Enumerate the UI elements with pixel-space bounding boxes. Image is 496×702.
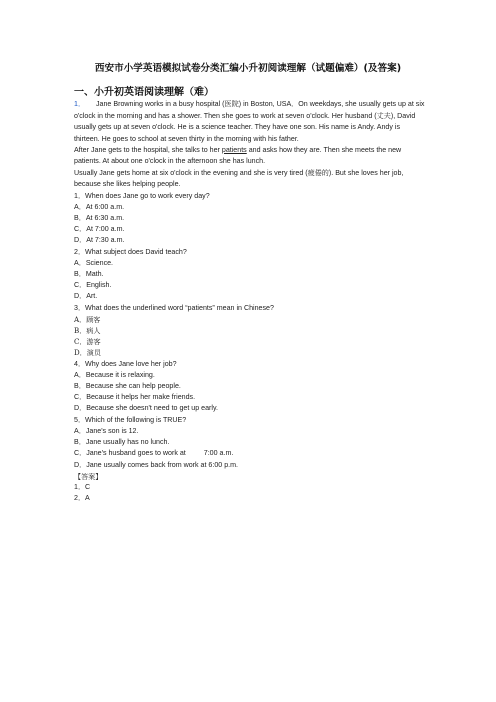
question-3: 3．What does the underlined word “patients” mean in Chinese? [74, 303, 274, 312]
question-5: 5．Which of the following is TRUE? [74, 415, 187, 424]
answer-item: 1．C [74, 482, 91, 491]
question-1: 1．When does Jane go to work every day? [74, 191, 210, 200]
option: A．Because it is relaxing. [74, 370, 155, 379]
option: D．Art. [74, 292, 98, 301]
document-title: 西安市小学英语模拟试卷分类汇编小升初阅读理解（试题偏难）(及答案) [94, 63, 402, 74]
option: C．Because it helps her make friends. [74, 393, 196, 402]
section-heading: 一、小升初英语阅读理解（难） [74, 87, 214, 98]
option: B．Jane usually has no lunch. [74, 438, 170, 447]
option: B．Because she can help people. [74, 382, 181, 391]
passage-text: ) in Boston, USA．On weekdays, she usually gets up at six o'clock in the morning and has a shower. Then she goes to work at seven o'clock. Her husband ( [74, 100, 425, 121]
passage-paragraph-3 [74, 167, 426, 190]
option: C．游客 [74, 337, 101, 347]
passage-text: ), David usually gets up at seven o'clock. He is a science teacher. They have one son. His name is Andy. Andy is thirteen. He goes to school at seven thirty in the morning with his father. [74, 112, 416, 143]
answer-item: 2．A [74, 494, 90, 503]
option: B．At 6:30 a.m. [74, 214, 125, 223]
option: C．At 7:00 a.m. [74, 225, 125, 234]
option: D．Because she doesn't need to get up early. [74, 404, 218, 413]
passage-paragraph-2 [74, 145, 426, 167]
option [74, 448, 426, 459]
passage-text: After Jane gets to the hospital, she talks to her [74, 145, 222, 154]
question-2: 2．What subject does David teach? [74, 247, 187, 256]
option: A．Science. [74, 258, 114, 267]
document-body [74, 98, 426, 504]
option: D．Jane usually comes back from work at 6:00 p.m. [74, 460, 239, 469]
option-text: 7:00 a.m. [203, 449, 234, 458]
question-number: 1． [74, 100, 86, 108]
option-text: C．Jane's husband goes to work at [74, 449, 186, 458]
option: C．English. [74, 281, 112, 290]
option: B．病人 [74, 326, 101, 336]
option: D．At 7:30 a.m. [74, 236, 125, 245]
chinese-gloss: 丈夫 [376, 111, 391, 121]
passage-text: Usually Jane gets home at six o'clock in the evening and she is very tired ( [74, 169, 308, 178]
passage-text: ). But she loves her job, because she likes helping people. [74, 169, 404, 189]
passage-text: and asks how they are. Then she meets the new patients. At about one o'clock in the afternoon she has lunch. [74, 145, 402, 166]
option: B．Math. [74, 270, 104, 279]
passage-paragraph-1 [74, 98, 426, 145]
passage-text: Jane Browning works in a busy hospital ( [96, 100, 225, 108]
option: D．演员 [74, 348, 101, 358]
answer-label: 【答案】 [74, 471, 103, 481]
option: A．顾客 [74, 314, 101, 324]
underlined-word: patients [221, 145, 247, 154]
chinese-gloss: 疲倦的 [307, 168, 329, 178]
option: A．Jane's son is 12. [74, 426, 139, 435]
chinese-gloss: 医院 [224, 99, 239, 108]
question-4: 4．Why does Jane love her job? [74, 359, 177, 368]
option: A．At 6:00 a.m. [74, 202, 125, 211]
